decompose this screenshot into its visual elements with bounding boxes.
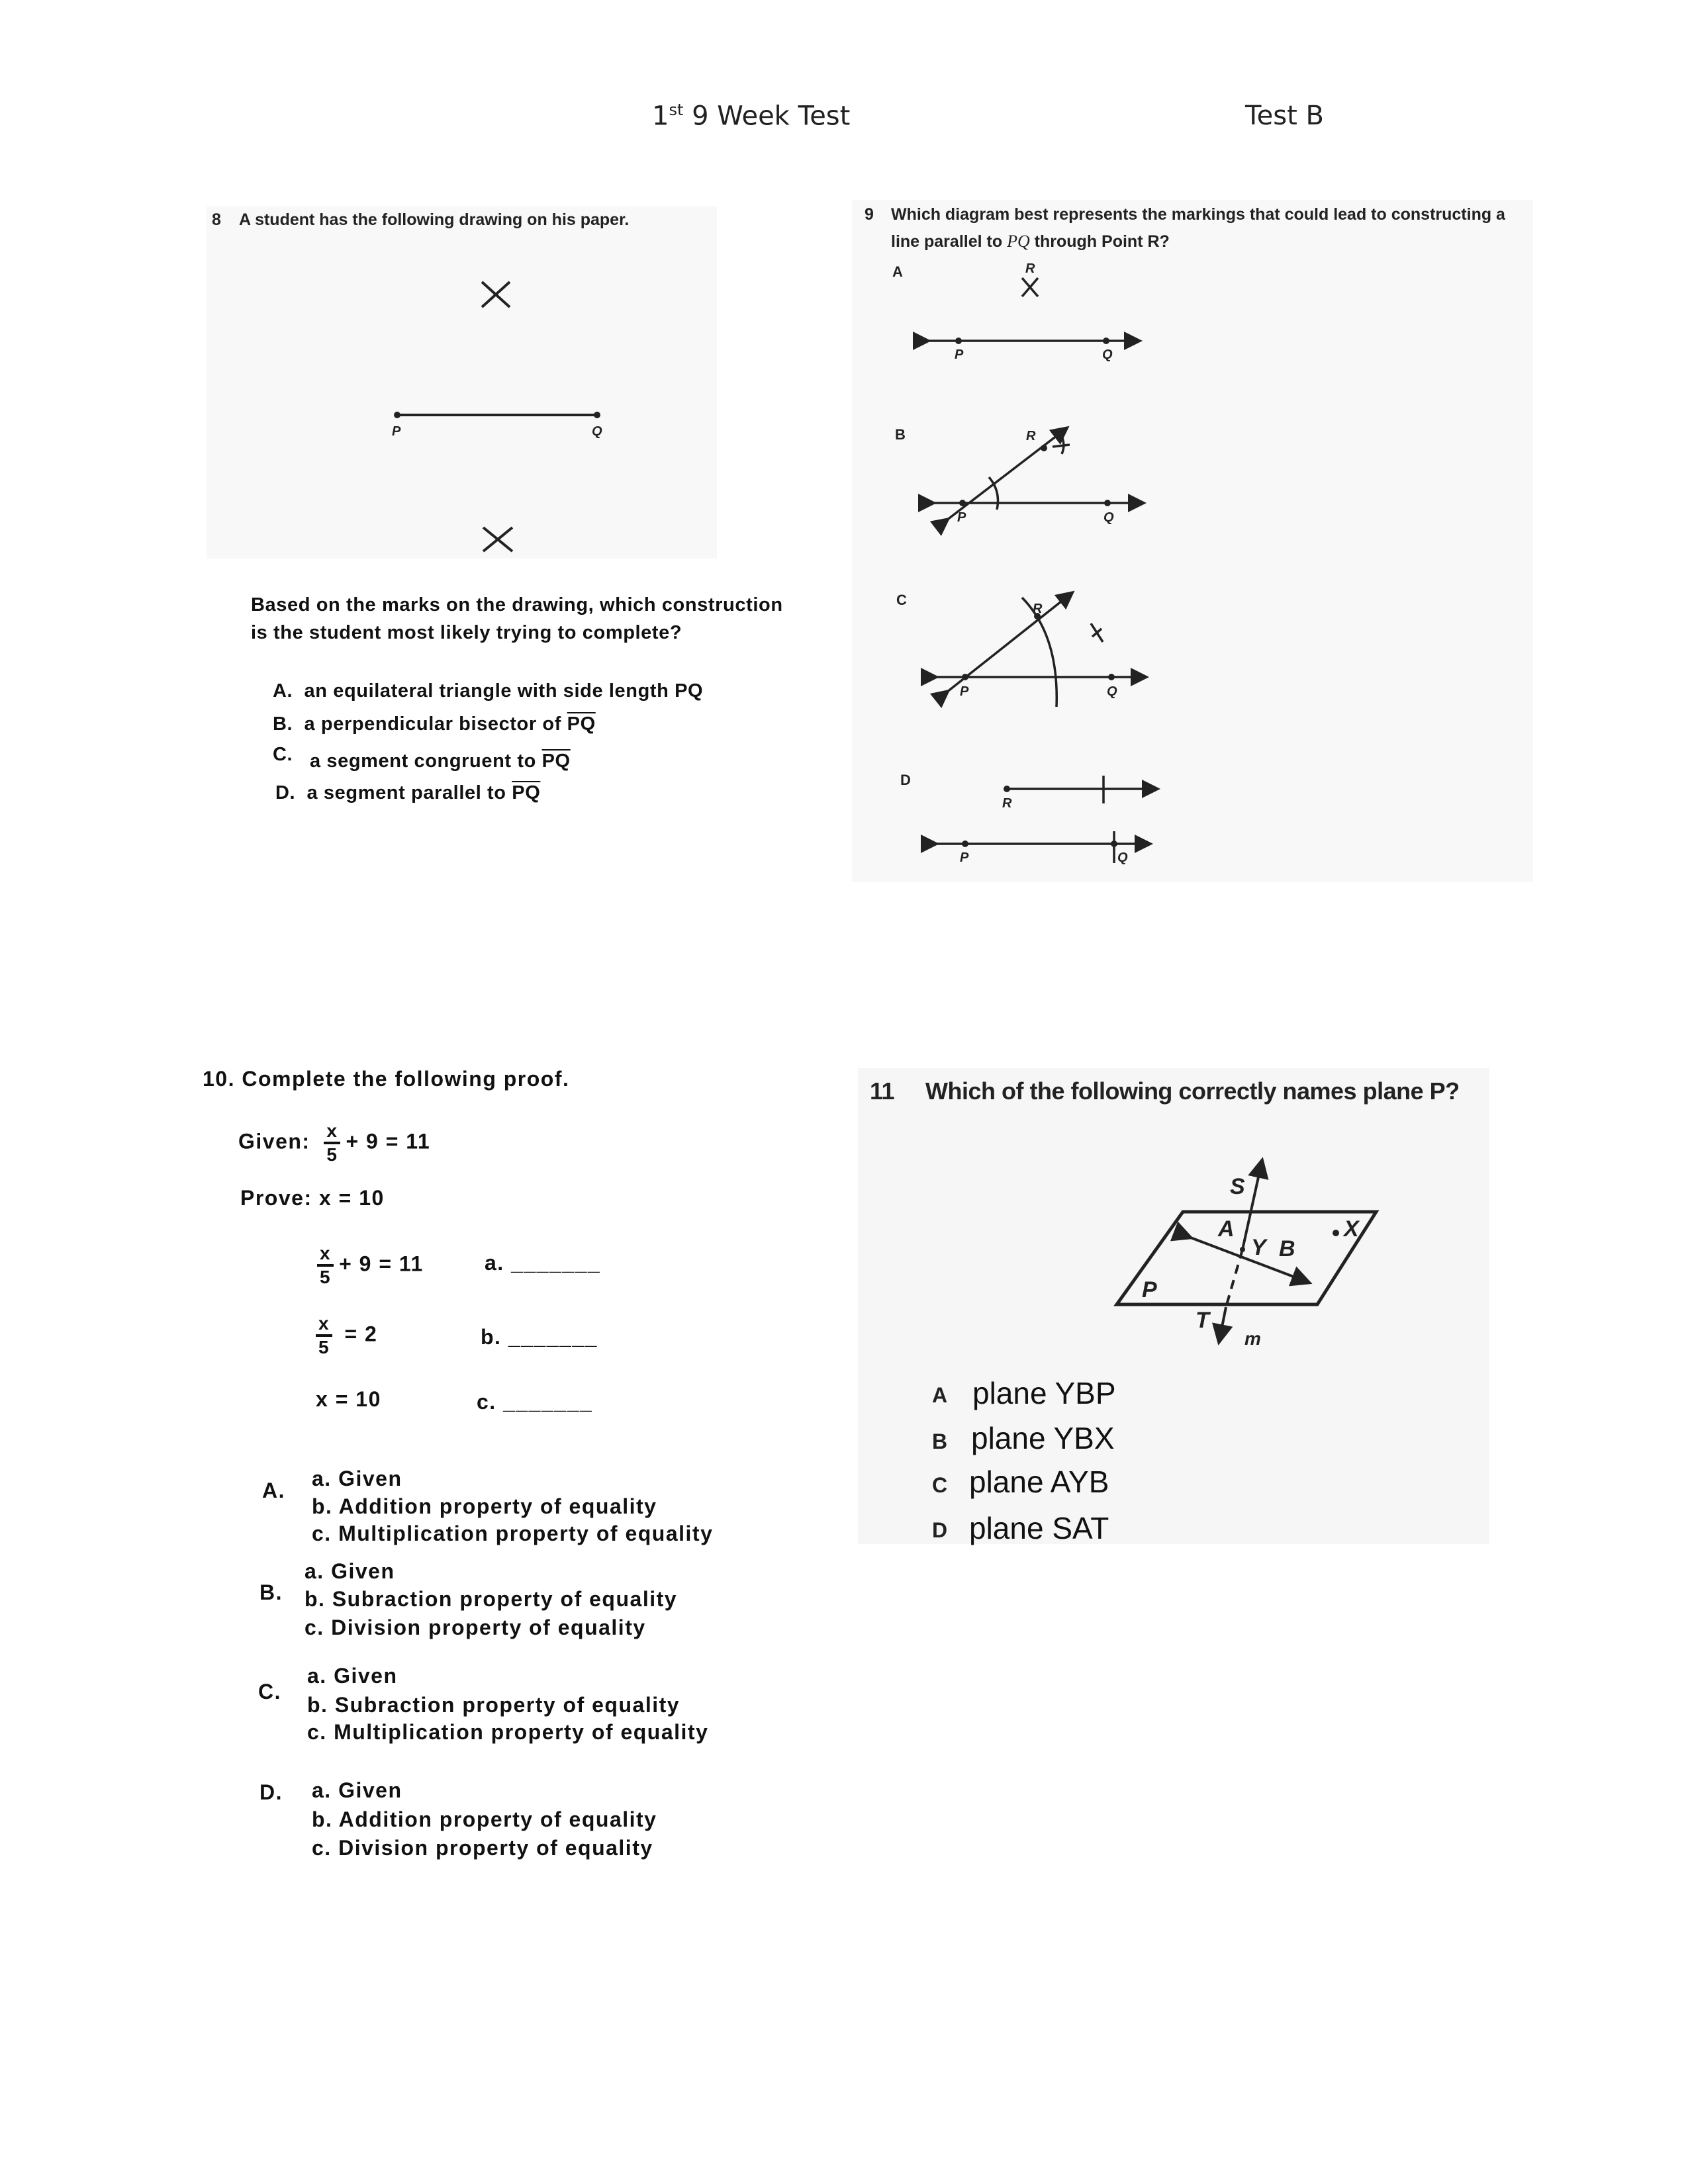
option-letter: B. — [259, 1580, 283, 1604]
label-s: S — [1230, 1174, 1245, 1199]
option-line: c. Multiplication property of equality — [307, 1720, 709, 1744]
q9-number: 9 — [865, 205, 874, 224]
option-text: plane YBP — [972, 1376, 1116, 1410]
a-label-q: Q — [1102, 347, 1113, 362]
label-m: m — [1244, 1328, 1261, 1349]
label-p: P — [392, 424, 401, 439]
label-a: A — [1218, 1216, 1235, 1242]
c-label-p: P — [960, 684, 969, 699]
test-title: 1st 9 Week Test — [652, 101, 851, 132]
q11-number: 11 — [870, 1077, 895, 1105]
label-t: T — [1196, 1308, 1209, 1333]
option-letter: B — [932, 1430, 948, 1453]
q10-title: 10. Complete the following proof. — [203, 1067, 570, 1091]
q9-choice-a[interactable]: A — [892, 263, 903, 280]
option-letter: D — [932, 1518, 948, 1542]
q10-step3-statement: x = 10 — [316, 1387, 381, 1411]
q8-option-c-letter: C. — [273, 744, 293, 765]
q10-given: Given: $\frac{x}{5}$ + 9 = 11 — [238, 1120, 431, 1165]
b-label-q: Q — [1103, 510, 1114, 525]
option-line: b. Addition property of equality — [312, 1494, 657, 1518]
option-letter: A. — [262, 1479, 285, 1502]
option-line: a. Given — [312, 1467, 402, 1490]
q9-question-line1: Which diagram best represents the markings that could lead to constructing a — [891, 205, 1505, 224]
label-x: X — [1344, 1216, 1359, 1242]
b-label-r: R — [1026, 429, 1036, 443]
option-line: c. Division property of equality — [312, 1836, 653, 1860]
c-label-q: Q — [1107, 684, 1117, 699]
option-line: c. Multiplication property of equality — [312, 1522, 714, 1545]
q8-question-line1: Based on the marks on the drawing, which construction — [251, 594, 783, 615]
q8-option-c[interactable]: a segment congruent to $\overline{PQ}$ — [310, 751, 571, 772]
q9-choice-d[interactable]: D — [900, 772, 911, 788]
option-line: c. Division property of equality — [305, 1615, 646, 1639]
q8-option-d[interactable]: D. a segment parallel to $\overline{PQ}$ — [275, 782, 541, 803]
option-letter: D. — [259, 1780, 283, 1804]
line-pq-notation: PQ — [1007, 232, 1030, 251]
q8-number: 8 — [212, 210, 221, 229]
option-text: plane AYB — [969, 1465, 1109, 1499]
d-label-r: R — [1002, 796, 1012, 811]
q11-question: Which of the following correctly names plane P? — [925, 1077, 1460, 1105]
q9-choice-c[interactable]: C — [896, 592, 907, 608]
q10-step3-reason-blank[interactable]: c. _______ — [477, 1390, 593, 1414]
option-line: a. Given — [312, 1778, 402, 1802]
q8-option-b[interactable]: B. a perpendicular bisector of $\overline{PQ}$ — [273, 713, 596, 735]
option-text: plane YBX — [971, 1421, 1115, 1455]
label-p: P — [1142, 1277, 1157, 1302]
q10-step2-statement: $\frac{x}{5}$ = 2 — [316, 1314, 377, 1357]
test-version: Test B — [1245, 101, 1324, 131]
q8-option-a[interactable]: A. an equilateral triangle with side length PQ — [273, 680, 704, 702]
option-line: b. Subraction property of equality — [305, 1587, 678, 1611]
d-label-p: P — [960, 850, 969, 865]
label-b: B — [1279, 1236, 1295, 1261]
option-letter: C — [932, 1473, 948, 1497]
a-label-p: P — [955, 347, 964, 362]
q9-choice-b[interactable]: B — [895, 426, 906, 443]
option-text: plane SAT — [969, 1511, 1109, 1545]
option-line: b. Subraction property of equality — [307, 1693, 680, 1717]
q8-question-line2: is the student most likely trying to complete? — [251, 622, 682, 643]
q9-question-line2: line parallel to PQ through Point R? — [891, 232, 1170, 251]
label-y: Y — [1251, 1235, 1266, 1260]
q10-prove: Prove: x = 10 — [240, 1186, 385, 1210]
option-line: a. Given — [305, 1559, 395, 1583]
option-line: a. Given — [307, 1664, 398, 1688]
q10-step1-statement: $\frac{x}{5}$ + 9 = 11 — [317, 1244, 424, 1287]
b-label-p: P — [957, 510, 966, 525]
line-m-lower — [1219, 1307, 1226, 1340]
line-m-hidden — [1226, 1250, 1243, 1307]
a-label-r: R — [1025, 261, 1035, 276]
q10-step1-reason-blank[interactable]: a. _______ — [485, 1251, 601, 1275]
q8-intro: A student has the following drawing on his paper. — [239, 210, 630, 229]
c-label-r: R — [1033, 602, 1043, 616]
q10-step2-reason-blank[interactable]: b. _______ — [481, 1325, 598, 1349]
label-q: Q — [592, 424, 602, 439]
fraction-x-over-5: $\frac{x}{5}$ — [324, 1122, 340, 1164]
point-x — [1333, 1230, 1339, 1236]
d-label-q: Q — [1117, 850, 1128, 865]
option-line: b. Addition property of equality — [312, 1807, 657, 1831]
option-letter: A — [932, 1383, 948, 1407]
option-letter: C. — [258, 1680, 281, 1704]
point-y — [1240, 1247, 1245, 1252]
